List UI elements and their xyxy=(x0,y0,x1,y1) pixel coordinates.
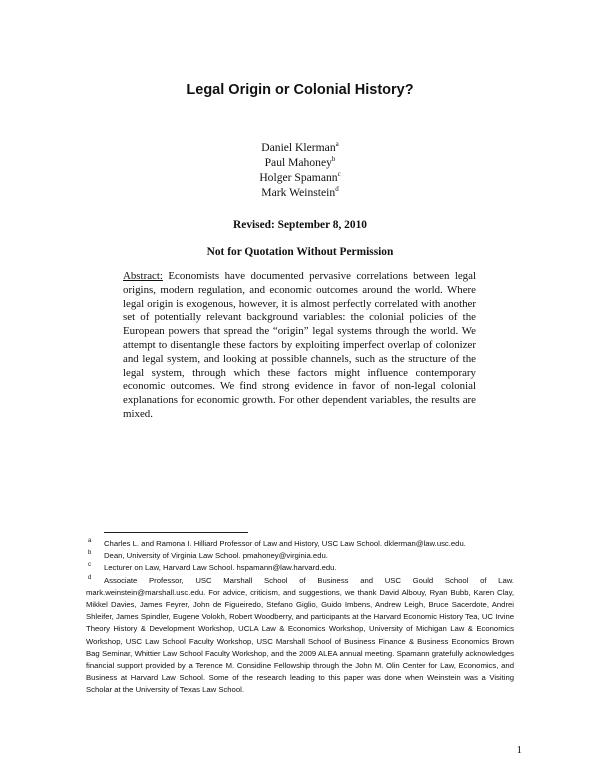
abstract-label: Abstract: xyxy=(123,270,163,282)
author-mahoney: Paul Mahoney$^b$ xyxy=(264,155,336,169)
paper-title: Legal Origin or Colonial History? xyxy=(186,82,414,98)
abstract-text: Economists have documented pervasive correlations between legal origins, modern regulation, and economic outcomes around the world. Where legal origin is exogenous, however, it is almost perfectly correlated with another set of potentially relevant background variables: the colonial policies of the European powers that spread the “origin” legal systems through the world. We attempt to disentangle these factors by exploiting imperfect overlap of colonizer and legal system, and looking at possible channels, such as the structure of the legal system, through which these factors might influence contemporary economic outcomes. We find strong evidence in favor of non-legal colonial explanations for economic growth. For other dependent variables, the results are mixed. xyxy=(123,270,476,420)
footnote-a: a Charles L. and Ramona I. Hilliard Professor of Law and History, USC Law School. dklerman@law.usc.edu. xyxy=(88,538,466,548)
footnote-b: b Dean, University of Virginia Law School. pmahoney@virginia.edu. xyxy=(88,550,328,561)
abstract xyxy=(123,270,476,422)
author-spamann: Holger Spamann$^c$ xyxy=(259,170,341,184)
author-list xyxy=(0,140,600,200)
quotation-notice: Not for Quotation Without Permission xyxy=(206,246,394,258)
footnotes xyxy=(86,538,514,697)
author-klerman: Daniel Klerman$^a$ xyxy=(261,140,339,154)
footnote-c: c Lecturer on Law, Harvard Law School. hspamann@law.harvard.edu. xyxy=(88,562,337,573)
page-number: 1 xyxy=(516,744,522,756)
footnote-d: d Associate Professor, USC Marshall School of Business and USC Gould School of Law. mark.weinstein@marshall.usc.edu. For advice, criticism, and suggestions, we thank David Albouy, Ryan Bubb, Karen Clay, Mikkel Davies, James Feyrer, John de Figueiredo, Stefano Giglio, Guido Imbens, Andrew Leigh, Bruce Sacerdote, Andrei Shleifer, James Spindler, Eugene Volokh, Robert Woodberry, and participants at the Harvard Economic History Tea, UC Irvine Theory History & Development Workshop, UCLA Law & Economics Workshop, University of Michigan Law & Economics Workshop, USC Law School Faculty Workshop, USC Marshall School of Business Finance & Business Economics Brown Bag Seminar, Whittier Law School Faculty Workshop, and the 2009 ALEA annual meeting. Spamann gratefully acknowledges financial support provided by a Terence M. Considine Fellowship through the John M. Olin Center for Law, Economics, and Business at Harvard Law School. Some of the research leading to this paper was done when Weinstein was a Visiting Scholar at the University of Texas Law School. xyxy=(86,574,514,695)
footnote-separator xyxy=(104,532,248,533)
author-weinstein: Mark Weinstein$^d$ xyxy=(261,185,339,199)
revision-date: Revised: September 8, 2010 xyxy=(233,219,367,231)
